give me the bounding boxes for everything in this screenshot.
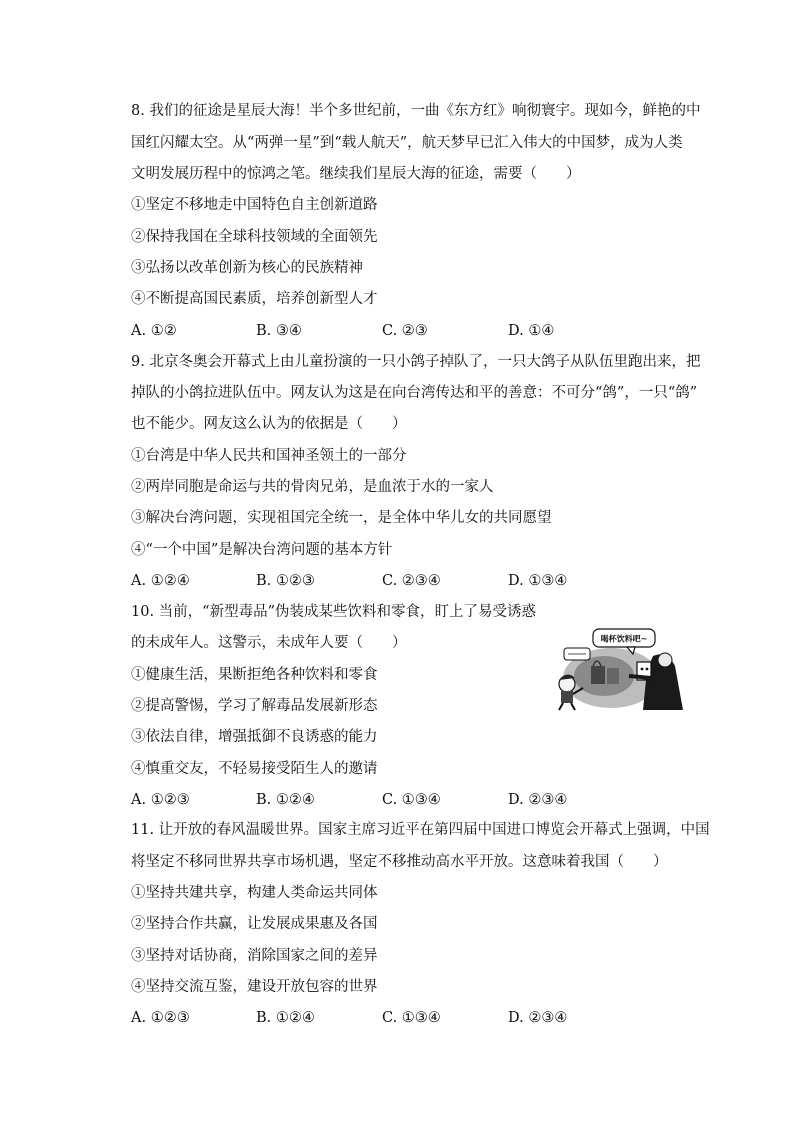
statement-item: ①台湾是中华人民共和国神圣领土的一部分 <box>131 448 407 464</box>
statement-item: ④不断提高国民素质，培养创新型人才 <box>131 291 378 307</box>
statement-item: ③依法自律，增强抵御不良诱惑的能力 <box>131 729 378 745</box>
choice-b[interactable]: B. ①②④ <box>256 1010 315 1026</box>
question-stem-line: 文明发展历程中的惊鸿之笔。继续我们星辰大海的征途，需要（ ） <box>131 166 581 182</box>
statement-item: ③坚持对话协商，消除国家之间的差异 <box>131 948 378 964</box>
speech-bubble-text: 喝杯饮料吧~ <box>600 634 648 644</box>
statement-item: ②坚持合作共赢，让发展成果惠及各国 <box>131 916 378 932</box>
cartoon-illustration <box>549 626 694 711</box>
statement-item: ②保持我国在全球科技领域的全面领先 <box>131 229 378 245</box>
choice-d[interactable]: D. ①④ <box>508 323 555 339</box>
choice-c[interactable]: C. ②③④ <box>382 573 441 589</box>
choice-a[interactable]: A. ①②③ <box>131 1010 190 1026</box>
answer-choices <box>131 790 651 810</box>
statement-item: ①健康生活，果断拒绝各种饮料和零食 <box>131 667 378 683</box>
question-stem-line: 也不能少。网友这么认为的依据是（ ） <box>131 416 407 432</box>
answer-choices <box>131 1008 651 1028</box>
statement-item: ①坚定不移地走中国特色自主创新道路 <box>131 197 378 213</box>
choice-d[interactable]: D. ①③④ <box>508 573 568 589</box>
choice-c[interactable]: C. ①③④ <box>382 792 441 808</box>
statement-item: ④“一个中国”是解决台湾问题的基本方针 <box>131 542 393 558</box>
answer-choices <box>131 321 651 341</box>
question-stem-line: 9. 北京冬奥会开幕式上由儿童扮演的一只小鸽子掉队了，一只大鸽子从队伍里跑出来，把 <box>131 354 701 370</box>
question-stem-line: 国红闪耀太空。从“两弹一星”到“载人航天”，航天梦早已汇入伟大的中国梦，成为人类 <box>131 135 683 151</box>
question-stem-line: 掉队的小鸽拉进队伍中。网友认为这是在向台湾传达和平的善意：不可分“鸽”，一只“鸽” <box>131 385 698 401</box>
question-stem-line: 将坚定不移同世界共享市场机遇，坚定不移推动高水平开放。这意味着我国（ ） <box>131 854 668 870</box>
statement-item: ④慎重交友，不轻易接受陌生人的邀请 <box>131 761 378 777</box>
choice-d[interactable]: D. ②③④ <box>508 1010 568 1026</box>
choice-d[interactable]: D. ②③④ <box>508 792 568 808</box>
question-stem-line: 的未成年人。这警示，未成年人要（ ） <box>131 635 407 651</box>
statement-item: ②两岸同胞是命运与共的骨肉兄弟，是血浓于水的一家人 <box>131 479 494 495</box>
choice-c[interactable]: C. ②③ <box>382 323 428 339</box>
choice-a[interactable]: A. ①②④ <box>131 573 190 589</box>
answer-choices <box>131 571 651 591</box>
question-stem-line: 11. 让开放的春风温暖世界。国家主席习近平在第四届中国进口博览会开幕式上强调，中国 <box>131 822 710 838</box>
question-stem-line: 8. 我们的征途是星辰大海！半个多世纪前，一曲《东方红》响彻寰宇。现如今，鲜艳的中 <box>131 103 701 119</box>
statement-item: ③解决台湾问题，实现祖国完全统一，是全体中华儿女的共同愿望 <box>131 510 552 526</box>
choice-b[interactable]: B. ①②④ <box>256 792 315 808</box>
statement-item: ④坚持交流互鉴，建设开放包容的世界 <box>131 979 378 995</box>
statement-item: ①坚持共建共享，构建人类命运共同体 <box>131 885 378 901</box>
statement-item: ③弘扬以改革创新为核心的民族精神 <box>131 260 363 276</box>
statement-item: ②提高警惕，学习了解毒品发展新形态 <box>131 698 378 714</box>
choice-b[interactable]: B. ③④ <box>256 323 302 339</box>
choice-c[interactable]: C. ①③④ <box>382 1010 441 1026</box>
choice-a[interactable]: A. ①② <box>131 323 177 339</box>
question-stem-line: 10. 当前，“新型毒品”伪装成某些饮料和零食，盯上了易受诱惑 <box>131 604 536 620</box>
choice-b[interactable]: B. ①②③ <box>256 573 315 589</box>
choice-a[interactable]: A. ①②③ <box>131 792 190 808</box>
cartoon-drug-temptation-icon <box>549 626 694 711</box>
